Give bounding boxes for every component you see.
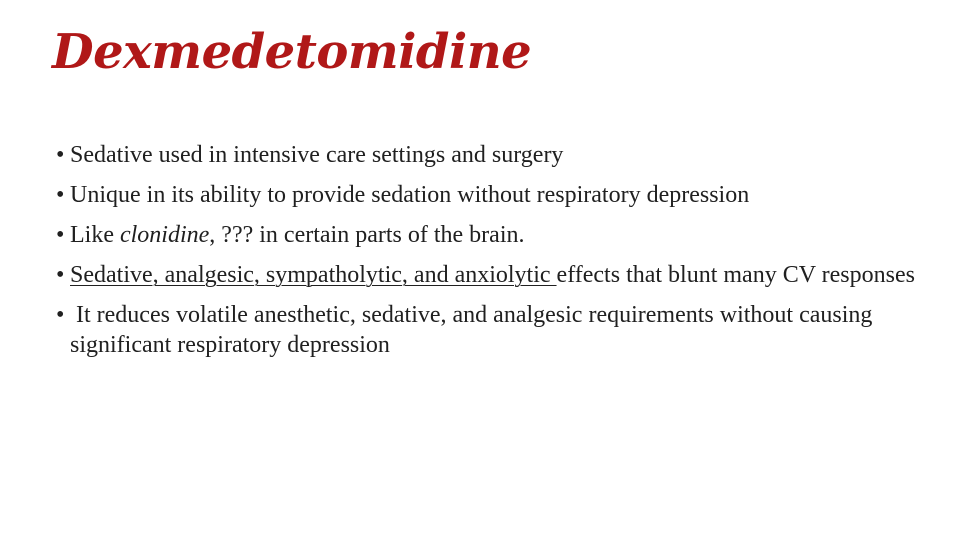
- bullet-text-prefix: Like: [70, 222, 120, 248]
- bullet-text: Sedative used in intensive care settings and surgery: [70, 142, 564, 168]
- bullet-item-1: [56, 140, 936, 170]
- bullet-item-4: [56, 260, 936, 290]
- slide-title: Dexmedetomidine: [52, 24, 532, 80]
- bullet-item-2: [56, 180, 936, 210]
- drug-name-clonidine: clonidine: [119, 222, 210, 248]
- underlined-effects: Sedative, analgesic, sympatholytic, and anxiolytic: [70, 262, 557, 288]
- bullet-text-rest: effects that blunt many CV responses: [556, 262, 915, 288]
- bullet-item-5: [56, 300, 936, 360]
- bullet-list: [56, 140, 936, 370]
- bullet-item-3: [56, 220, 936, 250]
- bullet-text-suffix: , ??? in certain parts of the brain.: [209, 222, 525, 248]
- bullet-text: Unique in its ability to provide sedation without respiratory depression: [70, 182, 750, 208]
- bullet-text: It reduces volatile anesthetic, sedative, and analgesic requirements without causing significant respiratory depression: [70, 302, 879, 358]
